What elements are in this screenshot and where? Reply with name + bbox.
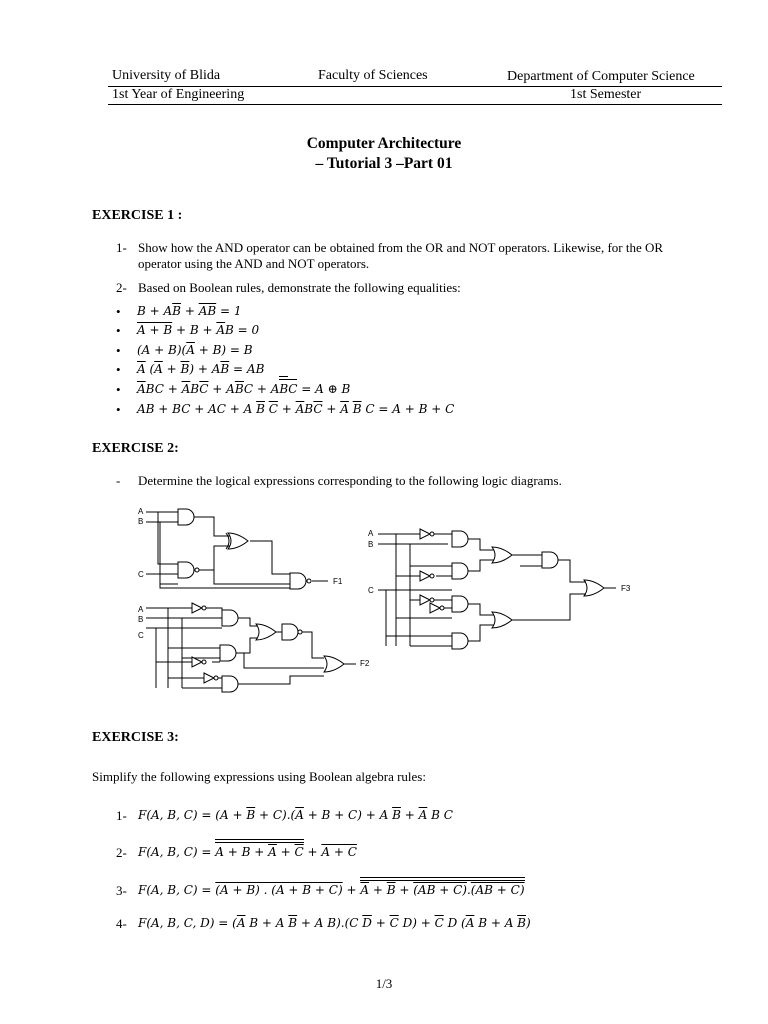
equality-5: $\overline{A}BC + \overline{A}B\overline{C} + A\overline{B}C$ + ABC = A ⊕ B xyxy=(137,382,351,396)
diagram1-label-a: A xyxy=(138,507,144,516)
exercise2-dash: - xyxy=(116,473,121,488)
exercise2-heading: EXERCISE 2: xyxy=(92,441,179,456)
diagram3-label-out: F3 xyxy=(621,584,631,593)
bullet: • xyxy=(116,343,121,358)
header-rule-bottom xyxy=(108,104,722,105)
expression-2: F(A, B, $C) = A + B + \overline{A} + \overline{C} + A + C$ xyxy=(138,845,357,859)
header-semester: 1st Semester xyxy=(570,87,642,102)
page-subtitle: – Tutorial 3 –Part 01 xyxy=(315,155,453,172)
diagram1-label-out: F1 xyxy=(333,577,343,586)
page-title: Computer Architecture xyxy=(306,135,462,152)
exercise3-number: 1- xyxy=(116,808,127,823)
expression-1: F(A, B, $C) = (A + \overline{B} + C).(\overline{A} + B + C) + A$ $\overline{B} + \overline{A}$ B C xyxy=(138,808,453,822)
exercise1-q1-number: 1- xyxy=(116,240,127,255)
bullet: • xyxy=(116,382,121,397)
header-university: University of Blida xyxy=(112,68,221,83)
bullet: • xyxy=(116,402,121,417)
equality-2: $A + B + B + \overline{A}B = 0$ xyxy=(137,323,260,337)
diagram-f3 xyxy=(378,529,616,649)
diagram3-label-b: B xyxy=(368,540,374,549)
header-department: Department of Computer Science xyxy=(507,69,695,84)
diagram2-label-a: A xyxy=(138,605,144,614)
header-faculty: Faculty of Sciences xyxy=(318,68,428,83)
expression-4: F(A, B, C, $D) = (\overline{A}$ B + A $\overline{B} + A$ B).(C $\overline{D} + \overline{C}$ $D) + \overline{C}$ D ($\overline{A}$ B + A $\overline{B}$) xyxy=(138,916,531,930)
exercise3-number: 4- xyxy=(116,916,127,931)
logic-diagrams xyxy=(0,500,768,710)
bullet: • xyxy=(116,323,121,338)
exercise3-number: 2- xyxy=(116,845,127,860)
header-year: 1st Year of Engineering xyxy=(112,87,245,102)
exercise1-q2-text: Based on Boolean rules, demonstrate the following equalities: xyxy=(138,280,461,295)
bullet: • xyxy=(116,362,121,377)
exercise3-number: 3- xyxy=(116,883,127,898)
diagram1-label-c: C xyxy=(138,570,144,579)
equality-1: $B + A\overline{B} + \overline{AB} = 1$ xyxy=(137,304,242,318)
diagram3-label-c: C xyxy=(368,586,374,595)
diagram-f1 xyxy=(146,509,328,589)
exercise3-heading: EXERCISE 3: xyxy=(92,730,179,745)
equality-4: $\overline{A}$ $(\overline{A} + \overline{B}) + A\overline{B}$ = AB xyxy=(137,362,265,376)
equality-3: $(A + B)(\overline{A} + B) = B$ xyxy=(137,343,253,357)
exercise1-q2-number: 2- xyxy=(116,280,127,295)
exercise2-text: Determine the logical expressions corresponding to the following logic diagrams. xyxy=(138,473,562,488)
diagram-f2 xyxy=(146,603,356,692)
expression-3: F(A, B, C) = (A + B) . $(A + B + C) + \overline{A} + \overline{B} + (AB + C).(AB + C)$ xyxy=(138,883,525,897)
exercise1-q1-text: Show how the AND operator can be obtained from the OR and NOT operators. Likewise, for the OR operator using the AND and NOT operators. xyxy=(138,240,664,271)
equality-6: AB + BC + AC + A $\overline{B}$ $\overline{C} + \overline{A}B\overline{C} + \overline{A}$ $\overline{B}$ C = A + B + C xyxy=(137,402,455,416)
diagram2-label-out: F2 xyxy=(360,659,370,668)
diagram2-label-c: C xyxy=(138,631,144,640)
diagram1-label-b: B xyxy=(138,517,144,526)
exercise1-heading: EXERCISE 1 : xyxy=(92,208,183,223)
diagram2-label-b: B xyxy=(138,615,144,624)
exercise3-intro: Simplify the following expressions using Boolean algebra rules: xyxy=(92,769,426,784)
bullet: • xyxy=(116,304,121,319)
page-number: 1/3 xyxy=(375,976,393,991)
diagram3-label-a: A xyxy=(368,529,374,538)
